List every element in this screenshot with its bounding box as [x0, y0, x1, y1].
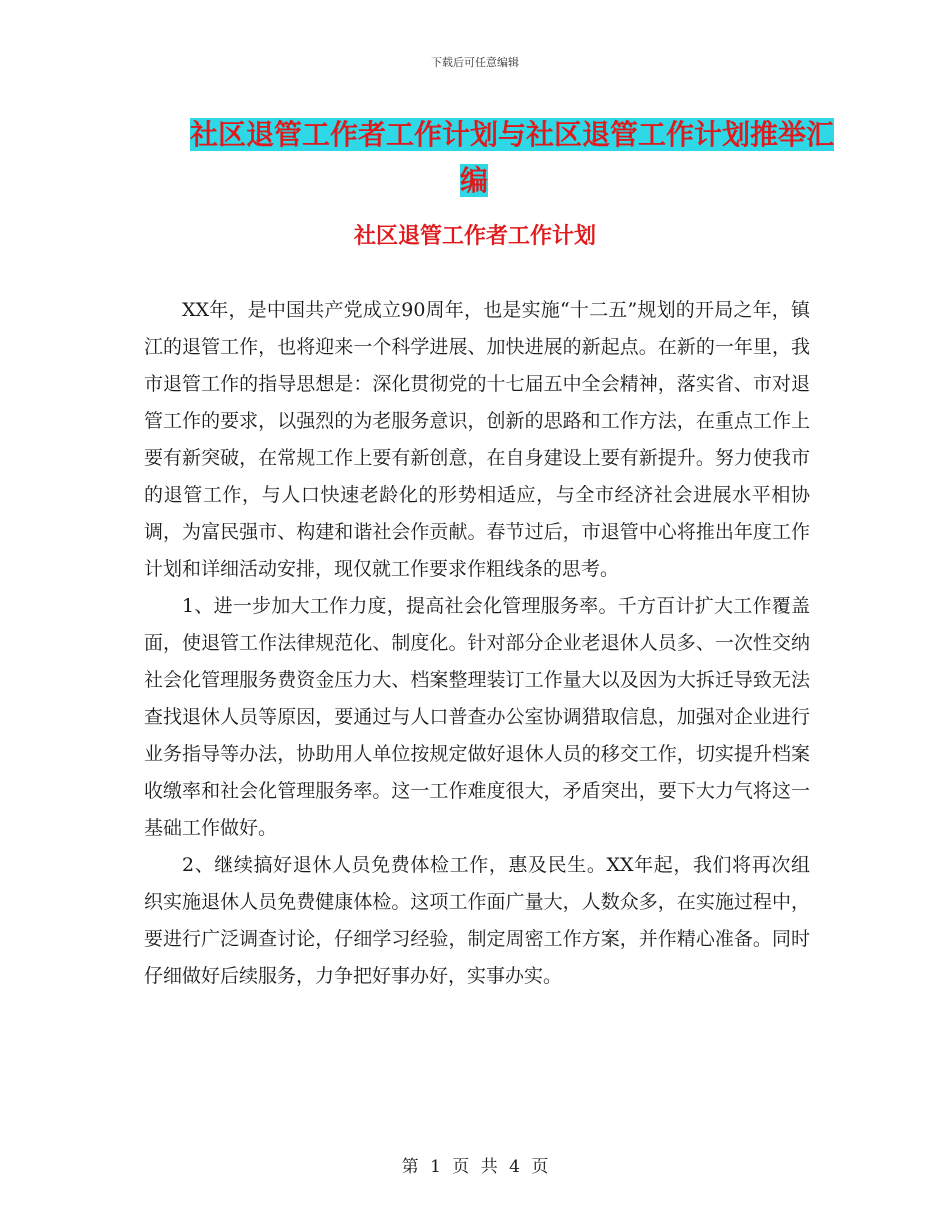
- header-note: 下载后可任意编辑: [431, 56, 519, 69]
- document-title-line-2: [190, 158, 810, 204]
- document-title: [190, 112, 835, 204]
- document-title-line-1: [190, 112, 835, 158]
- paragraph-item-1: 1、进一步加大工作力度，提高社会化管理服务率。千方百计扩大工作覆盖面，使退管工作法律规范化、制度化。针对部分企业老退休人员多、一次性交纳社会化管理服务费资金压力大、档案整理装订工作量大以及因为大拆迁导致无法查找退休人员等原因，要通过与人口普查办公室协调猎取信息，加强对企业进行业务指导等办法，协助用人单位按规定做好退休人员的移交工作，切实提升档案收缴率和社会化管理服务率。这一工作难度很大，矛盾突出，要下大力气将这一基础工作做好。: [144, 595, 810, 839]
- page-number-footer: 第 1 页 共 4 页: [401, 1157, 549, 1177]
- document-title-line-2-text: 编: [460, 164, 489, 197]
- paragraph-intro: XX年，是中国共产党成立90周年，也是实施“十二五”规划的开局之年，镇江的退管工作，也将迎来一个科学进展、加快进展的新起点。在新的一年里，我市退管工作的指导思想是：深化贯彻党的十七届五中全会精神，落实省、市对退管工作的要求，以强烈的为老服务意识，创新的思路和工作方法，在重点工作上要有新突破，在常规工作上要有新创意，在自身建设上要有新提升。努力使我市的退管工作，与人口快速老龄化的形势相适应，与全市经济社会进展水平相协调，为富民强市、构建和谐社会作贡献。春节过后，市退管中心将推出年度工作计划和详细活动安排，现仅就工作要求作粗线条的思考。: [144, 299, 810, 580]
- paragraph-item-2: 2、继续搞好退休人员免费体检工作，惠及民生。XX年起，我们将再次组织实施退休人员免费健康体检。这项工作面广量大，人数众多，在实施过程中，要进行广泛调查讨论，仔细学习经验，制定周密工作方案，并作精心准备。同时仔细做好后续服务，力争把好事办好，实事办实。: [144, 854, 810, 987]
- document-body: [144, 292, 810, 995]
- document-title-line-1-text: 社区退管工作者工作计划与社区退管工作计划推举汇: [190, 118, 835, 151]
- section-title: 社区退管工作者工作计划: [353, 224, 596, 249]
